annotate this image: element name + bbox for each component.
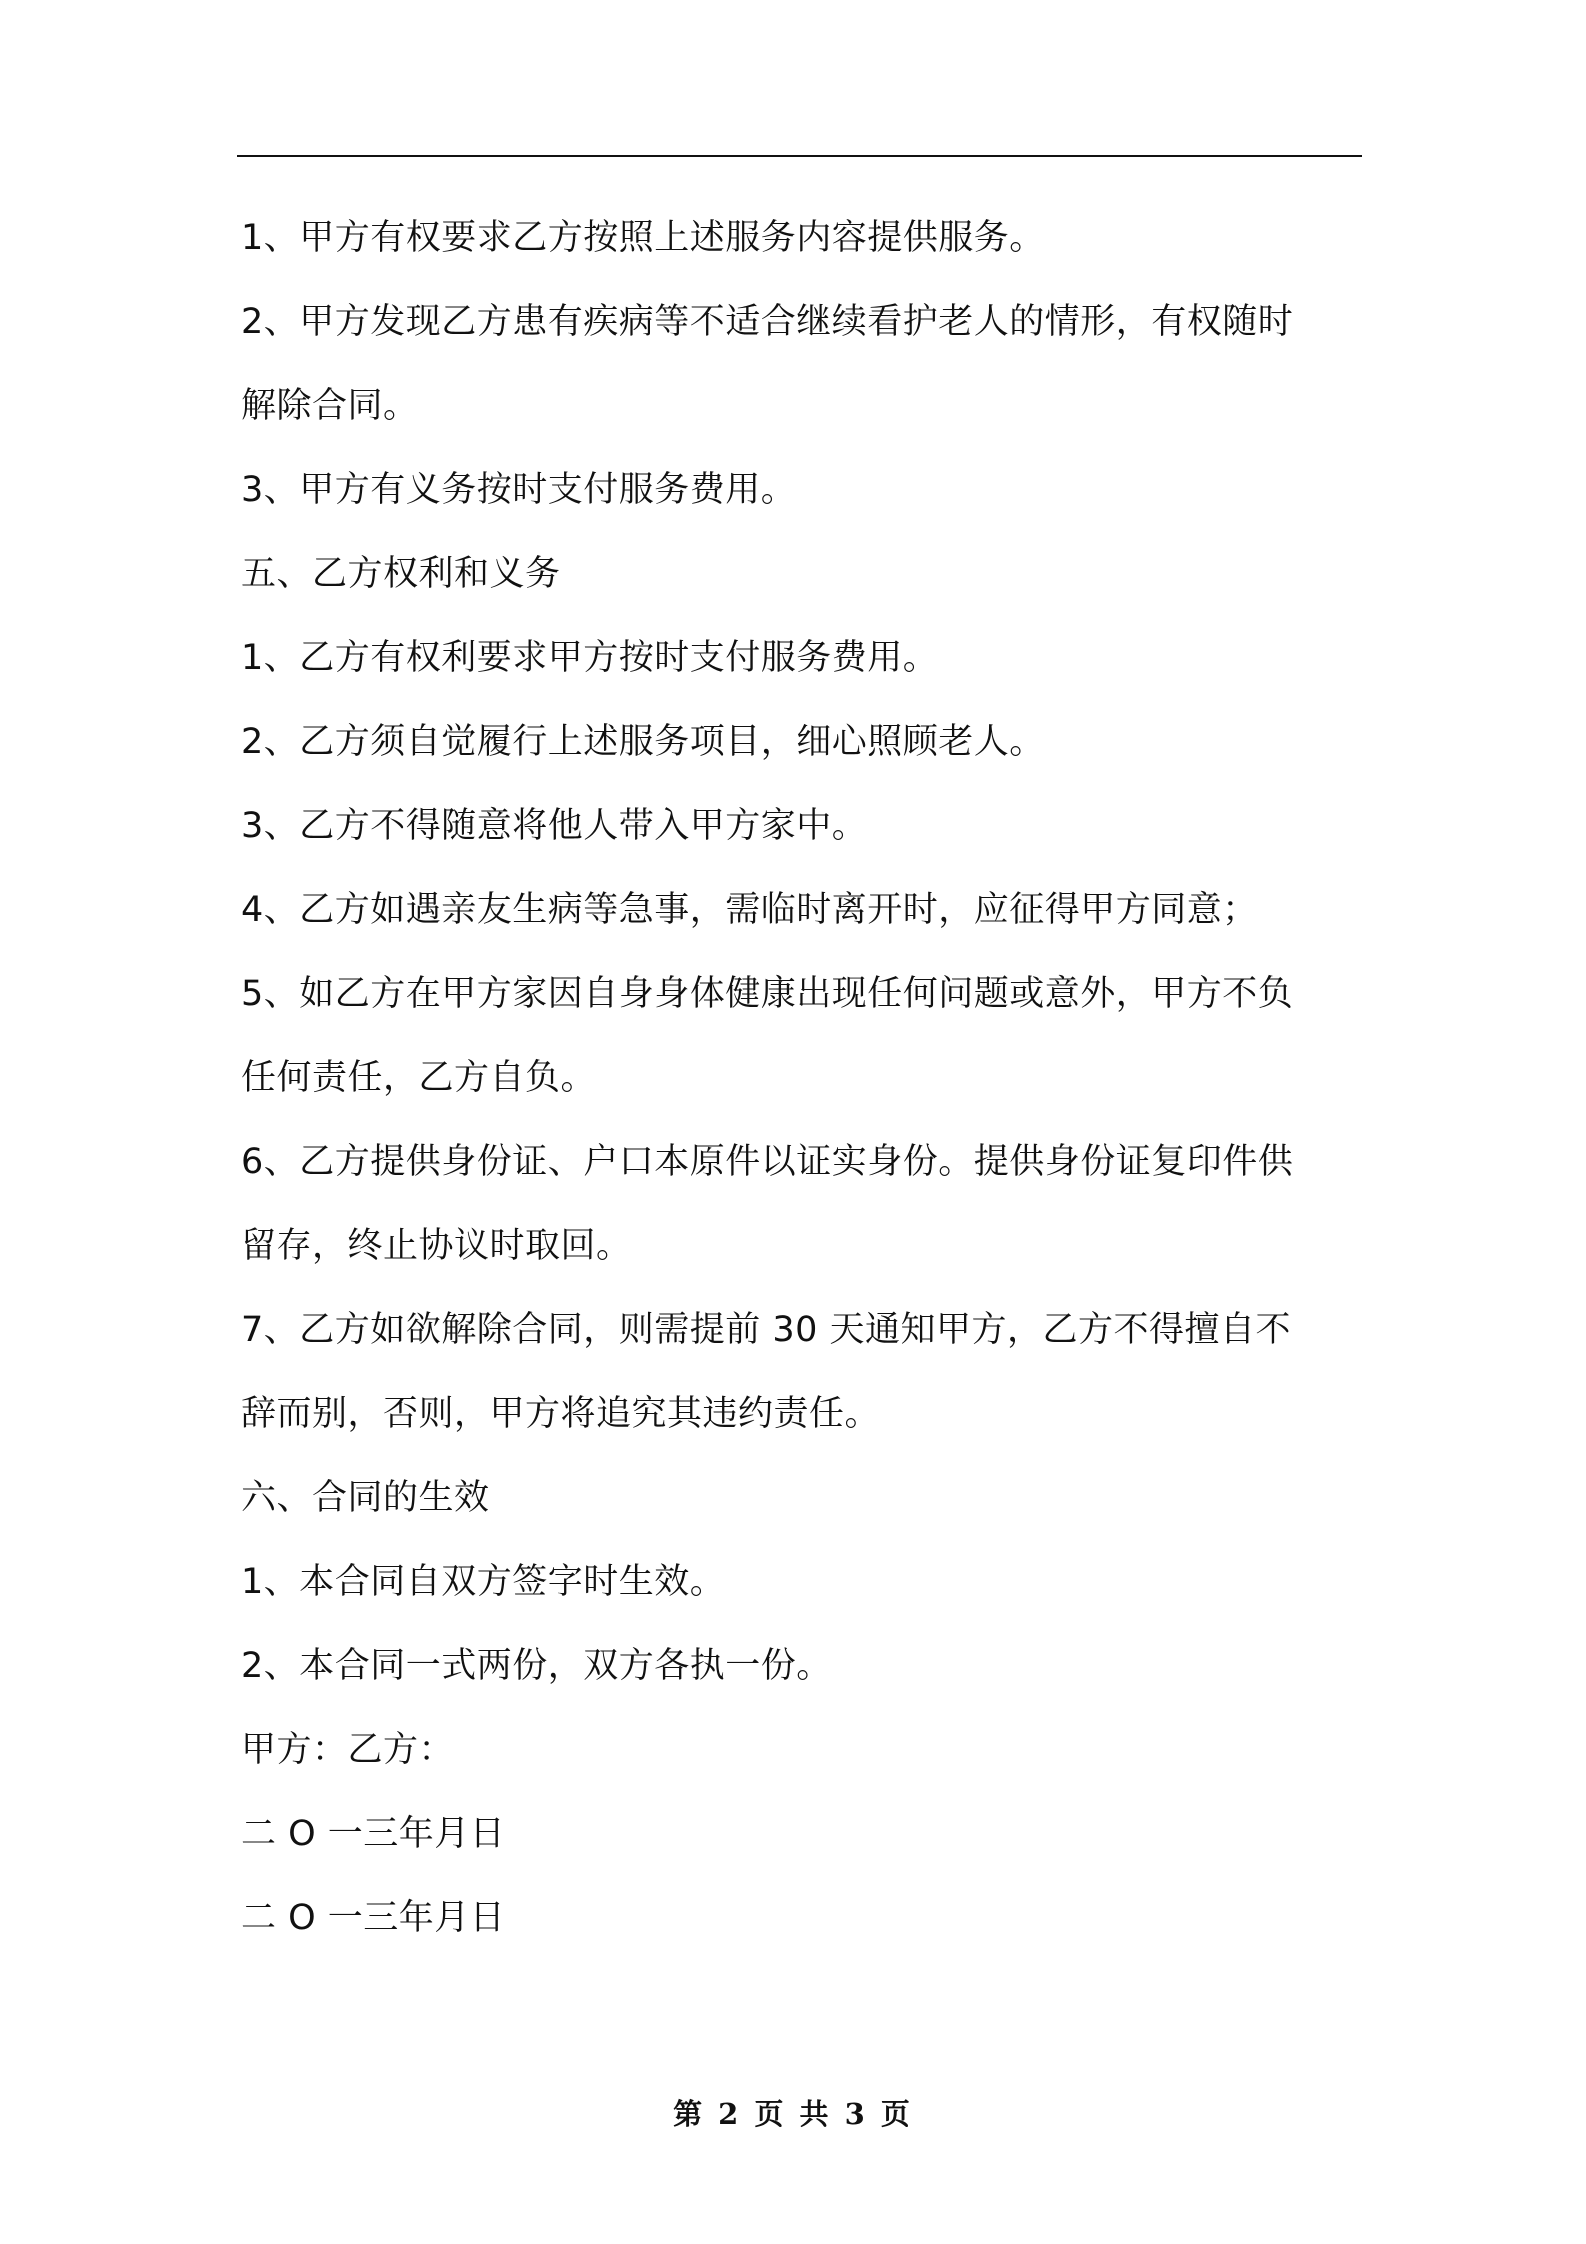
document-line: 7、乙方如欲解除合同，则需提前 30 天通知甲方，乙方不得擅自不 — [241, 1310, 1292, 1350]
document-line: 辞而别，否则，甲方将追究其违约责任。 — [241, 1394, 881, 1434]
document-line: 1、甲方有权要求乙方按照上述服务内容提供服务。 — [241, 218, 1045, 258]
signature-parties: 甲方：乙方： — [241, 1730, 455, 1770]
document-line: 1、本合同自双方签字时生效。 — [241, 1562, 726, 1602]
document-line: 5、如乙方在甲方家因自身身体健康出现任何问题或意外，甲方不负 — [241, 974, 1294, 1014]
section-heading: 五、乙方权利和义务 — [241, 554, 561, 594]
document-line: 3、乙方不得随意将他人带入甲方家中。 — [241, 806, 868, 846]
document-line: 2、乙方须自觉履行上述服务项目，细心照顾老人。 — [241, 722, 1045, 762]
document-line: 1、乙方有权利要求甲方按时支付服务费用。 — [241, 638, 939, 678]
section-heading: 六、合同的生效 — [241, 1478, 490, 1518]
document-line: 6、乙方提供身份证、户口本原件以证实身份。提供身份证复印件供 — [241, 1142, 1294, 1182]
document-line: 任何责任，乙方自负。 — [241, 1058, 597, 1098]
document-line: 留存，终止协议时取回。 — [241, 1226, 632, 1266]
document-line: 4、乙方如遇亲友生病等急事，需临时离开时，应征得甲方同意； — [241, 890, 1258, 930]
document-line: 2、本合同一式两份，双方各执一份。 — [241, 1646, 832, 1686]
page-number: 第 2 页 共 3 页 — [673, 2097, 913, 2131]
document-line: 3、甲方有义务按时支付服务费用。 — [241, 470, 797, 510]
header-rule — [237, 155, 1362, 157]
signature-date: 二 O 一三年月日 — [241, 1898, 506, 1938]
signature-date: 二 O 一三年月日 — [241, 1814, 506, 1854]
document-line: 解除合同。 — [241, 386, 419, 426]
document-body — [241, 196, 1366, 1960]
document-line: 2、甲方发现乙方患有疾病等不适合继续看护老人的情形，有权随时 — [241, 302, 1294, 342]
